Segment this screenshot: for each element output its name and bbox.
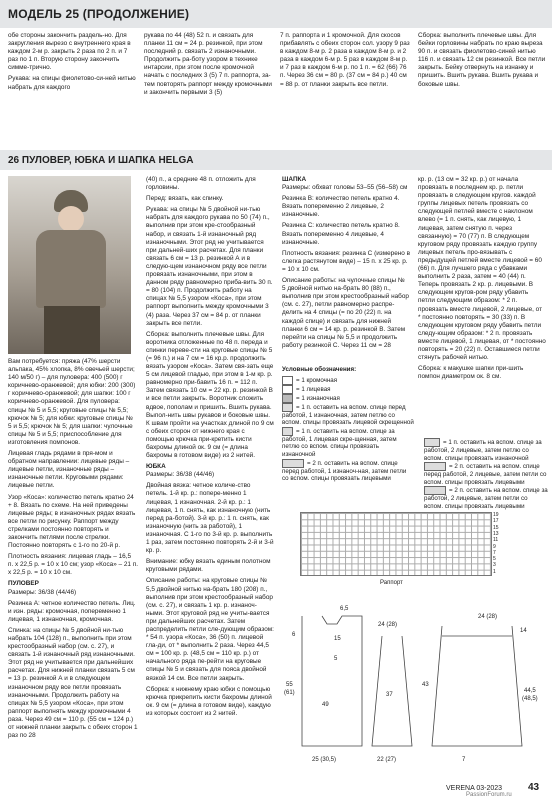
chart-row-number: 13 bbox=[493, 530, 499, 537]
dim-label: 15 bbox=[334, 636, 341, 642]
chart-row-number: 15 bbox=[493, 524, 499, 531]
dim-label: 49 bbox=[322, 702, 329, 708]
subheading: ШАПКА bbox=[282, 176, 307, 183]
cable-icon bbox=[424, 486, 446, 495]
paragraph: Двойная вязка: четное количе-ство петель. 1-й кр. р.: попере-менно 1 лицевая, 1 изнаночная. 2-й кр. р.: 1 лицевая, 1 п. снять, как изнаночную (нить перед ра-ботой). 3-й кр. р.: 1 п. снять, как изнаночную (нить за работой), 1 изнаночная. С 1-го по 3-й кр. р. выполнить 1 раз, затем постоянно повторять 2-й и 3-й кр. р. bbox=[146, 482, 274, 555]
skirt-shape bbox=[44, 306, 100, 354]
legend-item: = 1 п. оставить на вспом. спице перед работой, 1 изнаночная, затем петлю со вспом. спицы провязать лицевой скрещенной bbox=[282, 403, 414, 427]
paragraph: кр. р. (13 см = 32 кр. р.) от начала провязать в последнем кр. р. петли провязать в следующем кругов. каждой группы лицевых петель провязать со следующей петлей вместе с наклоном влево (= 1 п. снять, как лицевую, 1 лицевая, затем снятую п. через связанную) = 70 (77) п. В следующем круговом ряду провязать каждую группу лицевых петель про-вязывать с предыдущей петлей вместе лицевой = 60 (66) п. Для лучшего ряда с убавками выполнить 2 раза, затем = 40 (44) п. Теперь провязать 2 кр. р. лицевыми. В следующем кругов-ром ряду убавить петли следующим образом: * 2 п. провязать вместе лицевой, 2 лицевые, от * постоянно повторять = 30 (33) п. В следующем круговом ряду убавить петли следу-ющим образом: * 2 п. провязать вместе лицевой, 1 лицевая, от * постоянно повторять = 20 (22) п. Оставшиеся петли стянуть рабочей нитью. bbox=[418, 176, 546, 362]
sizes: Размеры: 36/38 (44/46) bbox=[8, 588, 77, 596]
dim-label: 14 bbox=[520, 628, 527, 634]
paragraph: рукава по 44 (48) 52 п. и связать для планки 11 см = 24 р. резинкой, при этом последний р. связать 2 изнаночными. Продолжить ра-боту узором в технике интарсии, при этом после кромочной начать с последних 3 (5) 7 п. раппорта, за-тем повторять раппорт между кромочными и закончить первыми 3 (5) bbox=[144, 32, 272, 96]
legend-right bbox=[424, 438, 548, 511]
chart-row-number: 17 bbox=[493, 518, 499, 525]
magazine-name: VERENA 03-2023 bbox=[446, 785, 503, 792]
garment-schematic bbox=[282, 596, 546, 781]
dim-label: 24 (28) bbox=[378, 622, 398, 628]
top-column-1 bbox=[8, 32, 136, 95]
section-header bbox=[0, 150, 552, 170]
page-header bbox=[0, 0, 552, 28]
dim-label: 43 bbox=[422, 682, 429, 688]
page-number: 43 bbox=[528, 782, 540, 793]
cross-stitch-icon bbox=[282, 427, 293, 436]
paragraph: Внимание: юбку вязать единым полотном круговыми рядами. bbox=[146, 558, 271, 574]
cable-icon bbox=[424, 438, 440, 447]
model-photo bbox=[8, 176, 131, 354]
paragraph: (40) п., а средние 48 п. отложить для горловины. bbox=[146, 176, 256, 192]
pullover-outline bbox=[302, 616, 362, 746]
chart-row-number: 5 bbox=[493, 556, 496, 563]
paragraph: Спинка: на спицы № 5 двойной ни-тью набрать 104 (128) п., выполнить при этом крестообразный набор (см. с. 27), и связать 1-й изнаночный ряд изнаночными. Этот ряд не учитывается при дальнейших расчетах. Для нижней планки связать 5 см = 13 р. резинкой А и в следующем изнаночном ряду все петли провязать изнаночными. Продолжить работу на спицах № 5,5 узором «Коса», при этом раппорт выполнять между кромочными 4 раза. Через 49 см = 110 р. (55 см = 124 р.) от нижней планки закрыть с обеих сторон 1 раз по 28 bbox=[8, 626, 138, 740]
dim-label: 25 (30,5) bbox=[312, 757, 337, 763]
paragraph: Рукава: на спицы фиолетово-си-ней нитью набрать для каждого bbox=[8, 75, 136, 91]
dim-label: 5 bbox=[334, 656, 338, 662]
dim-label: 37 bbox=[386, 692, 393, 698]
paragraph: Узор «Коса»: количество петель кратно 24 + 8. Вязать по схеме. На ней приведены лицевые ряды; в изнаночных рядах вязать все петли по рисунку. Раппорт между стрелками постоянно повторять и закончить петлями после стрелки. Постоянно повторять с 1-го по 20-й р. bbox=[8, 493, 136, 550]
paragraph: обе стороны закончить раздель-но. Для закругления вырезо с внутреннего края в каждом 2-м р. закрыть 2 раза по 2 п. и 7 раз по 1 п. Вторую сторону закончить симме-трично. bbox=[8, 32, 131, 72]
paragraph: Плотность вязания: резинка С (измерено в слегка растянутом виде) – 15 п. x 25 кр. р. = 10 x 10 см. bbox=[282, 249, 411, 273]
subheading: ПУЛОВЕР bbox=[8, 580, 39, 588]
paragraph: Сборка: к нижнему краю юбки с помощью крючка прикрепить кисти бахромы длиной ок. 9 см (= длина в готовом виде), каждую из которых состоит из 2 нитей. bbox=[146, 685, 272, 717]
subheading: ЮБКА bbox=[146, 463, 166, 471]
column-3 bbox=[282, 176, 410, 353]
sizes: Размеры: обхват головы 53–55 (56–58) см bbox=[282, 184, 408, 192]
paragraph: Сборка: выполнить плечевые швы. Для воротника отложенные по 48 п. переда и спинки переве-сти на круговые спицы № 5 (= 96 п.) и на 7 см = 16 кр.р. продолжить вязать узором «Коса». Затем свя-зать еще 5 см лицевой гладью, при этом в 1-м кр. р. равномерно при-бавить 16 п. = 112 п. Затем связать 10 см = 22 кр. р. резинкой В и все петли закрыть. Воротник сложить вдвое, пополам и пришить. Вшить рукава. Выпол-нить швы рукавов и боковые швы. К швам пройти на участках длиной по 9 см с обеих сторон от нижнего края с помощью крючка при-кретить кисти бахромы длиной ок. 9 см (= длина бахромы в готовом виде) из 2 нитей. bbox=[146, 330, 274, 460]
paragraph: Описание работы: на чулочные спицы № 5 двойной нитью на-брать 80 (88) п., выполнив при этом крестообразный набор (см. с. 27), петли равномерно распре-делить на 4 спицы (= по 20 (22) п. на каждой спице) и связать для нижней планки 6 см = 14 кр. р. резинкой В. Затем перейти на спицы № 5,5 и продолжить работу резинкой С. Через 11 см = 28 bbox=[282, 277, 409, 349]
repeat-label: Раппорт bbox=[380, 580, 403, 586]
legend-item: = 1 п. оставить на вспом. спице за работой, 2 лицевые, затем петлю со вспом. спицы провязать изнаночной bbox=[424, 439, 542, 462]
paragraph: 7 п. раппорта и 1 кромочной. Для скосов прибавлять с обеих сторон сол. узору 9 раз в каждом 8-м р. 2 раза в каждом 8-м р. и 2 раза в каждом 6-м р. 5 раз в каждом 8-м р. и 7 раз в каждом 6-м р. по 1 п. = 62 (66) 76 п. Через 36 см = 80 р. (37 см = 84 р.) 40 см = 88 р. от планки закрыть все петли. bbox=[280, 32, 410, 88]
chart-row-number: 7 bbox=[493, 549, 496, 556]
sweater-shape bbox=[36, 230, 106, 308]
cross-stitch-icon bbox=[282, 403, 293, 412]
paragraph: Сборка: выполнить плечевые швы. Для бейки горловины набрать по краю выреза 90 п. и связать фиолетово-синей нитью 116 п. и связать 12 см резинкой. Все петли закрыть. Бейку отвернуть на изнанку и пришить. Вшить рукава. Вшить рукава и боковые швы. bbox=[418, 32, 546, 88]
paragraph: Описание работы: на круговые спицы № 5,5 двойной нитью на-брать 180 (208) п., выполнив при этом крестообразный набор (см. с. 27), и связать 1 кр. р. изнаноч-ными. Этот круговой ряд не учиты-вается при дальнейших расчетах. Затем распределить петли сле-дующим образом: * 54 п. узора «Коса», 36 (50) п. лицевой гла-ди, от * выполнить 2 раза. Через 44,5 см = 100 кр. р. (48,5 см = 110 кр. р.) от начального ряда пе-рейти на круговые спицы № 5 и связать для пояса двойной вязкой 14 см. Все петли закрыть. bbox=[146, 577, 274, 682]
legend-item: = 1 лицевая bbox=[282, 385, 414, 394]
purl-stitch-icon bbox=[282, 394, 293, 403]
paragraph: Резинка В: количество петель кратно 4. Вязать попеременно 2 лицевые, 2 изнаночные. bbox=[282, 195, 400, 219]
paragraph: Резинка А: четное количество петель. Лиц. и изн. ряды: кромочная, попеременно 1 лицевая, 1 изнаночная, кромочная. bbox=[8, 599, 136, 623]
top-column-3 bbox=[280, 32, 410, 92]
watermark: PassionForum.ru bbox=[466, 792, 512, 798]
top-column-2 bbox=[144, 32, 272, 100]
top-column-4 bbox=[418, 32, 546, 92]
chart-row-number: 9 bbox=[493, 543, 496, 550]
dim-label: 22 (27) bbox=[377, 757, 397, 763]
legend-item: = 1 кромочная bbox=[282, 376, 414, 385]
cable-icon bbox=[424, 462, 446, 471]
dim-label: 44,5 bbox=[524, 688, 536, 694]
column-1 bbox=[8, 358, 138, 743]
paragraph: Лицевая гладь рядами в пря-мом и обратном направлении: лицевые ряды – лицевые петли, изнаночные ряды – изнаночные петли. Круговыми рядами: лицевые петли. bbox=[8, 450, 130, 490]
chart-row-number: 19 bbox=[493, 512, 499, 518]
sizes: Размеры: 36/38 (44/46) bbox=[146, 471, 215, 479]
dim-label: 24 (28) bbox=[478, 614, 498, 620]
section-title: 26 ПУЛОВЕР, ЮБКА И ШАПКА HELGA bbox=[8, 155, 194, 166]
dim-label: 7 bbox=[462, 757, 466, 763]
legend-item: = 2 п. оставить на вспом. спице перед работой, 2 лицевые, затем петли со вспом. спицы провязать лицевыми bbox=[424, 463, 547, 486]
page-title: МОДЕЛЬ 25 (ПРОДОЛЖЕНИЕ) bbox=[8, 7, 190, 21]
column-4 bbox=[418, 176, 546, 384]
knit-stitch-icon bbox=[282, 385, 293, 394]
paragraph: Сборка: к макушке шапки при-шить помпон диаметром ок. 8 см. bbox=[418, 365, 524, 381]
paragraph: Рукава: на спицы № 5 двойной ни-тью набрать для каждого рукава по 50 (74) п., выполнив при этом кре-стообразный набор, и связать 1-й изнаночный ряд изнаночными. Этот ряд не учитывается при дальней-ших расчетах. Для планки связать 6 см = 13 р. резинкой А и в следую-щем изнаночном ряду все петли провязать изнаночными, при этом в данном ряду равномерно приба-вить 30 п. = 80 (104) п. Продолжить работу на спицах № 5,5 узором «Коса», при этом раппорт выполнить между кромочными 3 (4) раза. Через 37 см = 84 р. от планки закрыть все петли. bbox=[146, 206, 273, 327]
paragraph: Резинка С: количество петель кратно 8. Вязать попеременно 4 лицевые, 4 изнаночные. bbox=[282, 222, 400, 246]
skirt-outline bbox=[432, 626, 522, 746]
chart-row-number: 11 bbox=[493, 537, 499, 544]
legend bbox=[282, 366, 414, 483]
dim-label: 6,5 bbox=[340, 606, 349, 612]
face-shape bbox=[58, 206, 84, 232]
legend-item: = 2 п. оставить на вспом. спице за работой, 2 лицевые, затем петли со вспом. спицы провязать лицевыми bbox=[424, 487, 548, 510]
materials: Вам потребуется: пряжа (47% шерсти альпака, 45% хлопка, 8% овечьей шерсти; 140 м/50 г) – для пуловера: 400 (500) г коричнево-оранжевой; для юбки: 200 (300) г коричнево-оранжевой; для шапки: 100 г коричнево-оранжевой. Для пуловера: спицы № 5 и 5,5; круговые спицы № 5,5; крючок № 5; для юбки: круговые спицы № 5 и 5,5; крючок № 5; для шапки: чулочные спицы № 5 и 5,5; приспособление для изготовления помпонов. bbox=[8, 358, 136, 446]
dim-label: (48,5) bbox=[522, 696, 538, 702]
dim-label: 55 bbox=[286, 682, 293, 688]
sleeve-outline bbox=[372, 636, 412, 746]
legend-item: = 1 изнаночная bbox=[282, 394, 414, 403]
legend-item: = 1 п. оставить на вспом. спице за работой, 1 лицевая скре-щенная, затем петлю со вспом. спицы провязать изнаночной bbox=[282, 427, 397, 458]
edge-stitch-icon bbox=[282, 376, 293, 385]
knitting-chart bbox=[300, 512, 492, 576]
dim-label: (61) bbox=[284, 690, 295, 696]
legend-item: = 2 п. оставить на вспом. спице перед работой, 1 изнаноч-ная, затем петли со вспом. спицы провязать лицевыми bbox=[282, 459, 407, 483]
dim-label: 6 bbox=[292, 632, 296, 638]
paragraph: Плотность вязания: лицевая гладь – 16,5 п. x 22,5 р. = 10 x 10 см; узор «Коса» – 21 п. x 22,5 р. = 10 x 10 см. bbox=[8, 553, 138, 577]
cable-icon bbox=[282, 459, 304, 468]
chart-row-number: 3 bbox=[493, 562, 496, 569]
chart-row-number: 1 bbox=[493, 568, 496, 575]
paragraph: Перед: вязать, как спинку. bbox=[146, 195, 224, 203]
column-2 bbox=[146, 176, 274, 721]
legend-title: Условные обозначения: bbox=[282, 366, 357, 373]
